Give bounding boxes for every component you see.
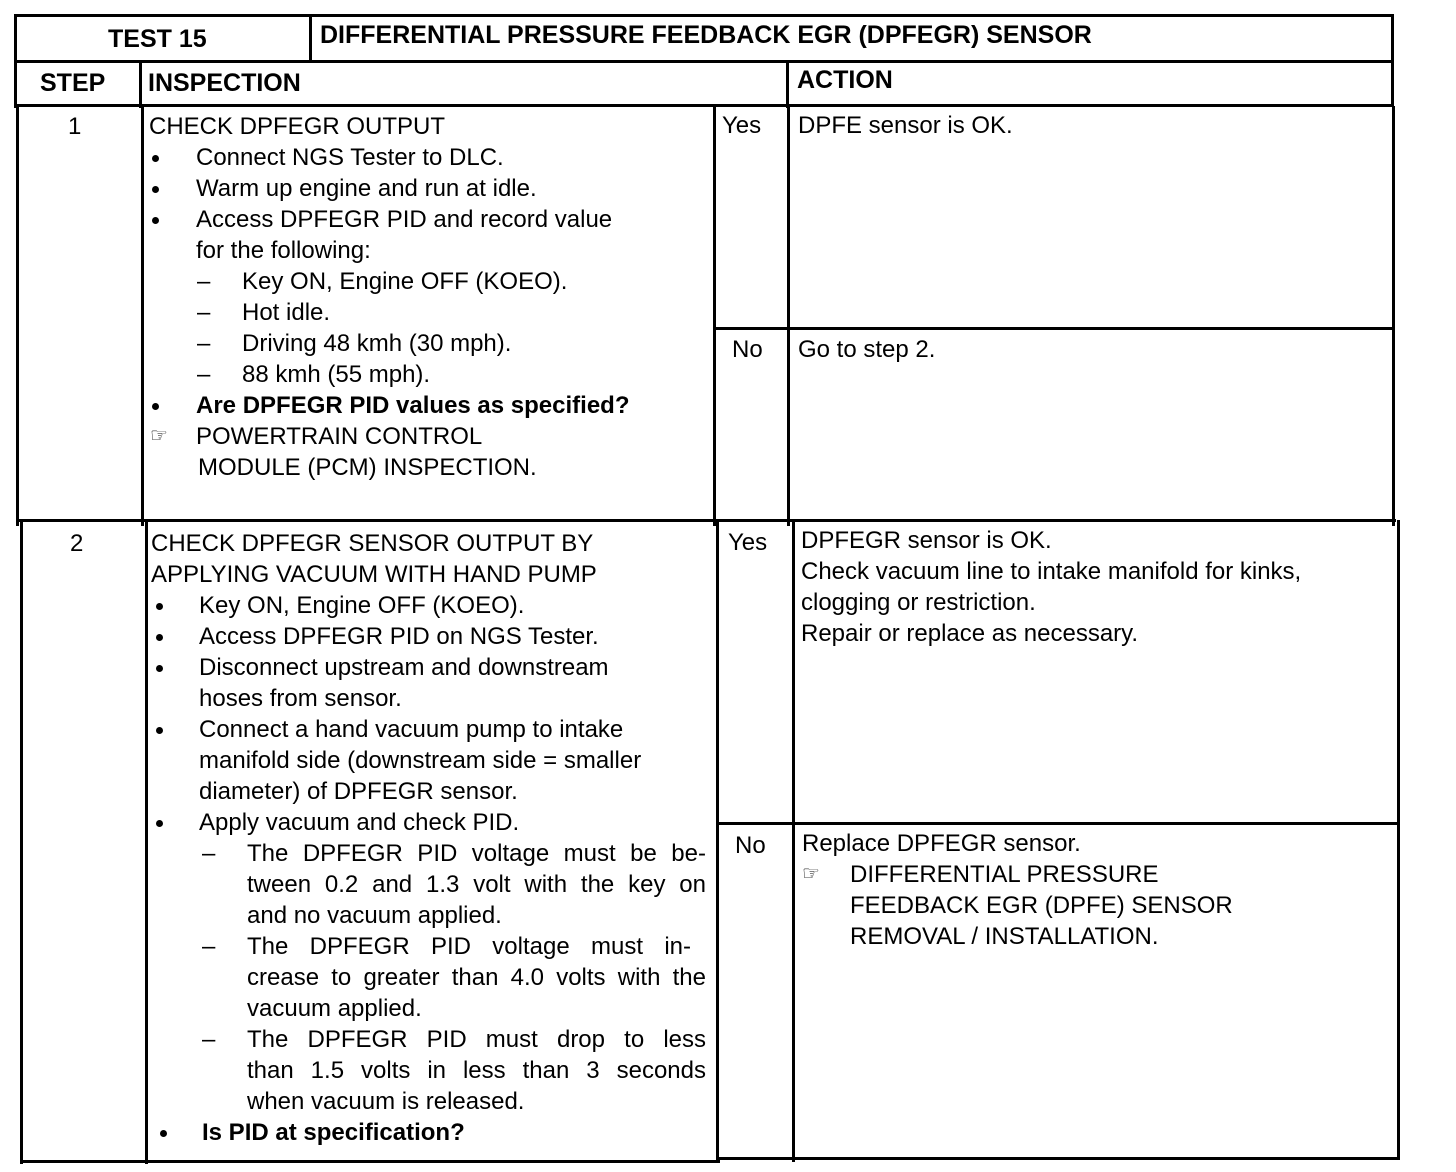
step1-step-divider [141, 106, 144, 526]
step2-left-border [20, 520, 23, 1164]
step2-sub-item: The DPFEGR PID voltage must in- [247, 933, 691, 960]
test-label: TEST 15 [108, 25, 207, 53]
step1-bullet: Warm up engine and run at idle. [196, 175, 537, 202]
bullet-icon [152, 217, 159, 224]
step2-sub-item-continued: and no vacuum applied. [247, 902, 502, 929]
step2-step-divider [145, 520, 148, 1164]
columns-bottom-line [14, 104, 1394, 107]
bullet-icon [152, 155, 159, 162]
border-right-header [1391, 14, 1394, 104]
step2-sub-item-continued: when vacuum is released. [247, 1088, 525, 1115]
bullet-icon [156, 634, 163, 641]
step2-bullet: Disconnect upstream and downstream [199, 654, 609, 681]
step1-left-border [16, 106, 19, 526]
dash-icon: – [202, 933, 216, 960]
dash-icon: – [202, 840, 216, 867]
step1-title: CHECK DPFEGR OUTPUT [149, 113, 446, 140]
step2-no-reference-continued: FEEDBACK EGR (DPFE) SENSOR [850, 892, 1233, 919]
step2-yes-no-line [717, 822, 1399, 825]
step2-no-reference: DIFFERENTIAL PRESSURE [850, 861, 1159, 888]
step1-question: Are DPFEGR PID values as specified? [196, 392, 630, 419]
dash-icon: – [197, 268, 211, 295]
step2-bullet: Access DPFEGR PID on NGS Tester. [199, 623, 599, 650]
step2-number: 2 [70, 530, 84, 557]
step1-bottom-line [16, 519, 1396, 522]
dash-icon: – [202, 1026, 216, 1053]
step1-bullet: Access DPFEGR PID and record value [196, 206, 613, 233]
step2-bottom-line-right [718, 1157, 1400, 1160]
step2-question: Is PID at specification? [202, 1119, 465, 1146]
dash-icon: – [197, 299, 211, 326]
step1-bullet-continued: for the following: [196, 237, 371, 264]
step1-number: 1 [68, 113, 82, 140]
bullet-icon [160, 1130, 167, 1137]
column-action: ACTION [797, 66, 893, 94]
dash-icon: – [197, 361, 211, 388]
step2-bullet: Apply vacuum and check PID. [199, 809, 520, 836]
reference-hand-icon: ☞ [150, 425, 168, 447]
step1-yes-no-line [713, 327, 1395, 330]
step2-sub-item-continued: vacuum applied. [247, 995, 422, 1022]
step2-no-label: No [735, 832, 766, 859]
test-title: DIFFERENTIAL PRESSURE FEEDBACK EGR (DPFEGR) SENSOR [320, 21, 1092, 49]
step2-bullet: Key ON, Engine OFF (KOEO). [199, 592, 525, 619]
step1-sub-item: Driving 48 kmh (30 mph). [242, 330, 512, 357]
step1-no-action: Go to step 2. [798, 336, 936, 363]
header-divider [309, 14, 312, 62]
step2-title-continued: APPLYING VACUUM WITH HAND PUMP [151, 561, 597, 588]
step2-bullet: Connect a hand vacuum pump to intake [199, 716, 624, 743]
bullet-icon [152, 403, 159, 410]
step2-bottom-line-left [20, 1160, 720, 1163]
step2-bullet-continued: diameter) of DPFEGR sensor. [199, 778, 518, 805]
border-top [14, 14, 1394, 17]
bullet-icon [156, 665, 163, 672]
step1-yesno-divider [713, 106, 716, 526]
step2-title: CHECK DPFEGR SENSOR OUTPUT BY [151, 530, 594, 557]
bullet-icon [156, 603, 163, 610]
dash-icon: – [197, 330, 211, 357]
step1-yes-label: Yes [722, 112, 762, 139]
step2-sub-item: The DPFEGR PID must drop to less [247, 1026, 706, 1053]
step2-bullet-continued: manifold side (downstream side = smaller [199, 747, 642, 774]
step1-sub-item: Key ON, Engine OFF (KOEO). [242, 268, 568, 295]
column-step: STEP [40, 69, 106, 97]
step1-bullet: Connect NGS Tester to DLC. [196, 144, 504, 171]
step1-action-divider [787, 106, 790, 526]
step1-reference: POWERTRAIN CONTROL [196, 423, 483, 450]
step2-yes-action-line: DPFEGR sensor is OK. [801, 527, 1052, 554]
step2-no-reference-continued: REMOVAL / INSTALLATION. [850, 923, 1159, 950]
step2-yes-action-line: clogging or restriction. [801, 589, 1036, 616]
column-inspection: INSPECTION [148, 69, 301, 97]
step1-reference-continued: MODULE (PCM) INSPECTION. [198, 454, 537, 481]
step2-sub-item-continued: than 1.5 volts in less than 3 seconds [247, 1057, 706, 1084]
step1-yes-action: DPFE sensor is OK. [798, 112, 1013, 139]
step2-yes-action-line: Repair or replace as necessary. [801, 620, 1139, 647]
step1-sub-item: 88 kmh (55 mph). [242, 361, 431, 388]
reference-hand-icon: ☞ [802, 863, 820, 885]
step2-no-action: Replace DPFEGR sensor. [802, 830, 1081, 857]
step2-sub-item: The DPFEGR PID voltage must be be- [247, 840, 706, 867]
step1-right-border [1392, 106, 1395, 526]
bullet-icon [152, 186, 159, 193]
step1-sub-item: Hot idle. [242, 299, 331, 326]
step2-bullet-continued: hoses from sensor. [199, 685, 402, 712]
step2-right-border [1397, 520, 1400, 1160]
step2-action-divider [792, 520, 795, 1162]
step1-no-label: No [732, 336, 763, 363]
bullet-icon [156, 727, 163, 734]
step2-yes-label: Yes [728, 529, 768, 556]
header-bottom-line [14, 60, 1394, 63]
bullet-icon [156, 820, 163, 827]
step2-sub-item-continued: tween 0.2 and 1.3 volt with the key on [247, 871, 706, 898]
action-col-divider-top [786, 60, 789, 108]
step2-yes-action-line: Check vacuum line to intake manifold for kinks, [801, 558, 1302, 585]
step2-sub-item-continued: crease to greater than 4.0 volts with the [247, 964, 706, 991]
step2-yesno-divider [716, 520, 719, 1162]
step-col-divider-top [139, 60, 142, 108]
